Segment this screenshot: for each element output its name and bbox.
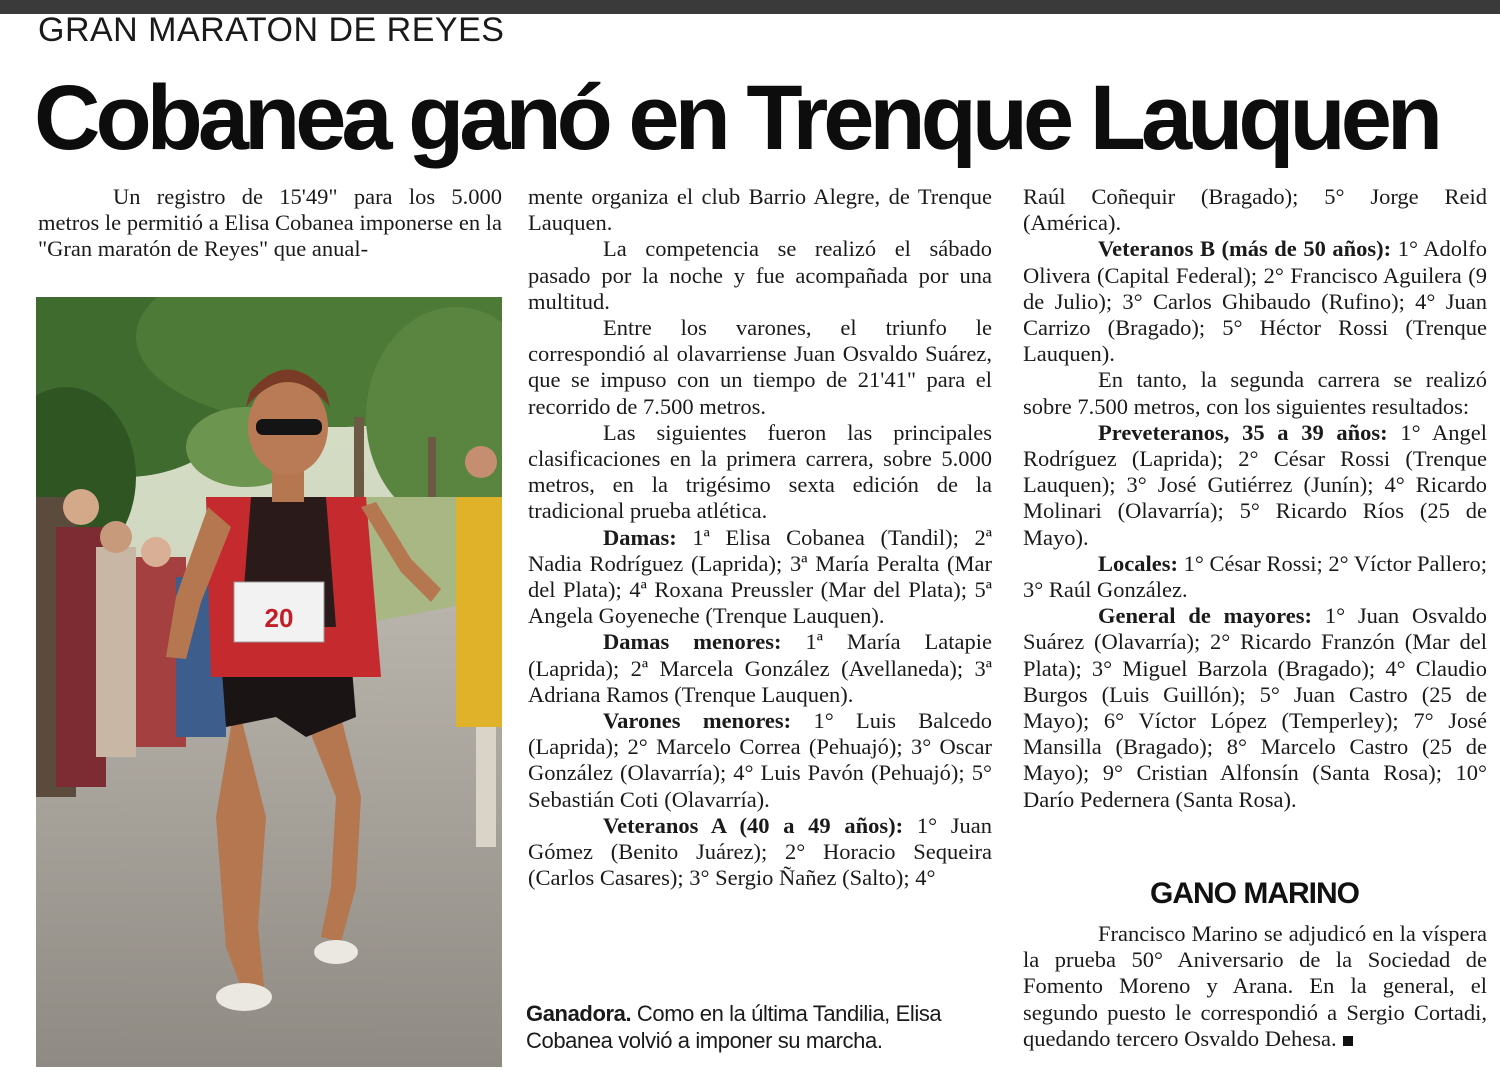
- result-locales: Locales: 1° César Rossi; 2° Víctor Pallero; 3° Raúl González.: [1023, 550, 1487, 603]
- bib-number: 20: [264, 603, 294, 633]
- intro-continued: mente organiza el club Barrio Alegre, de Trenque Lauquen.: [528, 184, 992, 236]
- marino-paragraph: Francisco Marino se adjudicó en la víspera la prueba 50° Aniversario de la Sociedad de Fomento Moreno y Arana. En la general, el segundo puesto le correspondió a Sergio Cortadi, quedando tercero Osvaldo Dehesa.: [1023, 921, 1487, 1051]
- result-veteranos-a: Veteranos A (40 a 49 años): 1° Juan Gómez (Benito Juárez); 2° Horacio Sequeira (Carlos Casares); 3° Sergio Ñañez (Salto); 4°: [528, 812, 992, 891]
- article-column-2: [528, 184, 992, 891]
- subhead: GANO MARINO: [1150, 877, 1359, 910]
- article-column-3: [1023, 184, 1487, 813]
- caption-lead: Ganadora.: [526, 1001, 632, 1026]
- result-damas-menores: Damas menores: 1ª María Latapie (Laprida); 2ª Marcela González (Avellaneda); 3ª Adriana Ramos (Trenque Lauquen).: [528, 629, 992, 707]
- photo-caption: [526, 1000, 996, 1054]
- result-damas: Damas: 1ª Elisa Cobanea (Tandil); 2ª Nadia Rodríguez (Laprida); 3ª María Peralta (Mar del Plata); 4ª Roxana Preussler (Mar del Plata); 5ª Angela Goyeneche (Trenque Lauquen).: [528, 524, 992, 629]
- intro-paragraph: Un registro de 15'49" para los 5.000 metros le permitió a Elisa Cobanea imponerse en la "Gran maratón de Reyes" que anual-: [38, 184, 502, 262]
- article-column-1: [38, 184, 502, 263]
- end-mark-icon: [1343, 1036, 1353, 1046]
- result-preveteranos: Preveteranos, 35 a 39 años: 1° Angel Rodríguez (Laprida); 2° César Rossi (Trenque Lauquen); 3° José Gutiérrez (Junín); 4° Ricardo Molinari (Olavarría); 5° Ricardo Ríos (25 de Mayo).: [1023, 419, 1487, 550]
- paragraph-4: Las siguientes fueron las principales clasificaciones en la primera carrera, sobre 5.000 metros, en la trigésimo sexta edición de la tradicional prueba atlética.: [528, 419, 992, 524]
- headline: Cobanea ganó en Trenque Lauquen: [34, 67, 1439, 169]
- kicker: GRAN MARATON DE REYES: [38, 11, 505, 49]
- paragraph-3: Entre los varones, el triunfo le correspondió al olavarriense Juan Osvaldo Suárez, que se impuso con un tiempo de 21'41" para el recorrido de 7.500 metros.: [528, 315, 992, 419]
- marino-story: [1023, 921, 1487, 1052]
- result-veteranos-b: Veteranos B (más de 50 años): 1° Adolfo Olivera (Capital Federal); 2° Francisco Aguilera (9 de Julio); 3° Carlos Ghibaudo (Rufino); 4° Juan Carrizo (Bragado); 5° Héctor Rossi (Trenque Lauquen).: [1023, 236, 1487, 367]
- veteranos-a-continued: Raúl Coñequir (Bragado); 5° Jorge Reid (América).: [1023, 184, 1487, 236]
- runner-photo: [36, 297, 502, 1067]
- result-general-mayores: General de mayores: 1° Juan Osvaldo Suárez (Olavarría); 2° Ricardo Franzón (Mar del Plata); 3° Miguel Barzola (Bragado); 4° Claudio Burgos (Luis Guillón); 5° Juan Castro (25 de Mayo); 6° Víctor López (Temperley); 7° José Mansilla (Bragado); 8° Marcelo Castro (25 de Mayo); 9° Cristian Alfonsín (Santa Rosa); 10° Darío Pedernera (Santa Rosa).: [1023, 603, 1487, 812]
- paragraph-5: En tanto, la segunda carrera se realizó sobre 7.500 metros, con los siguientes resultados:: [1023, 367, 1487, 419]
- caption-text: Como en la última Tandilia, Elisa Cobanea volvió a imponer su marcha.: [526, 1001, 942, 1053]
- paragraph-2: La competencia se realizó el sábado pasado por la noche y fue acompañada por una multitud.: [528, 236, 992, 314]
- result-varones-menores: Varones menores: 1° Luis Balcedo (Laprida); 2° Marcelo Correa (Pehuajó); 3° Oscar González (Olavarría); 4° Luis Pavón (Pehuajó); 5° Sebastián Coti (Olavarría).: [528, 708, 993, 812]
